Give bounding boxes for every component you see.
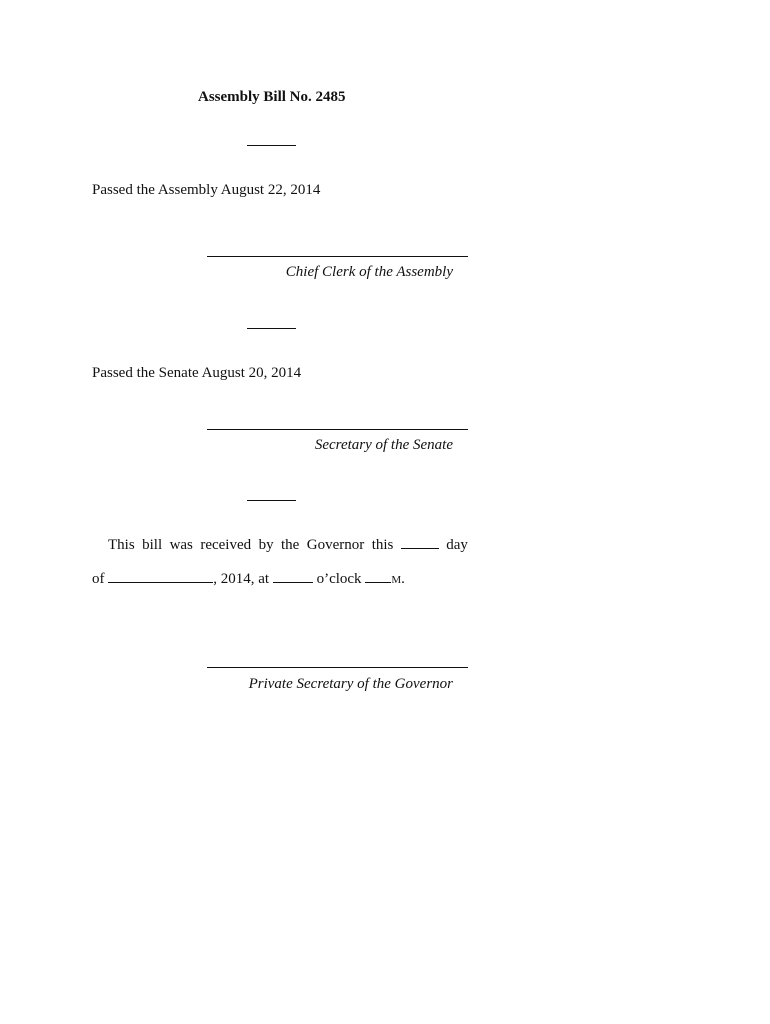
receipt-word: Governor xyxy=(306,537,365,553)
day-blank-field[interactable] xyxy=(401,536,439,549)
assembly-signature-line xyxy=(207,256,468,257)
receipt-oclock-text: o’clock xyxy=(316,571,362,587)
separator-rule-1 xyxy=(247,145,296,146)
receipt-year-text: , 2014, at xyxy=(213,571,270,587)
senate-passed-text: Passed the Senate August 20, 2014 xyxy=(92,365,302,381)
receipt-word: the xyxy=(281,537,300,553)
receipt-word: by xyxy=(258,537,274,553)
separator-rule-2 xyxy=(247,328,296,329)
am-pm-blank-field[interactable] xyxy=(365,570,391,583)
hour-blank-field[interactable] xyxy=(273,570,313,583)
governor-receipt-line-1 xyxy=(108,536,468,554)
receipt-m-text: M xyxy=(391,574,402,586)
receipt-word: received xyxy=(200,537,252,553)
receipt-word: this xyxy=(371,537,394,553)
receipt-word: bill xyxy=(142,537,163,553)
governor-receipt-line-2 xyxy=(92,570,405,589)
receipt-of-word: of xyxy=(92,571,105,587)
receipt-day-word: day xyxy=(446,537,468,553)
governor-signer-label: Private Secretary of the Governor xyxy=(248,676,453,692)
bill-title: Assembly Bill No. 2485 xyxy=(198,89,346,105)
month-blank-field[interactable] xyxy=(108,570,213,583)
receipt-word: was xyxy=(169,537,193,553)
governor-signature-line xyxy=(207,667,468,668)
assembly-signer-label: Chief Clerk of the Assembly xyxy=(285,264,453,280)
senate-signer-label: Secretary of the Senate xyxy=(314,437,453,453)
senate-signature-line xyxy=(207,429,468,430)
receipt-word: This xyxy=(108,537,135,553)
separator-rule-3 xyxy=(247,500,296,501)
receipt-period: . xyxy=(401,571,405,587)
assembly-passed-text: Passed the Assembly August 22, 2014 xyxy=(92,182,321,198)
